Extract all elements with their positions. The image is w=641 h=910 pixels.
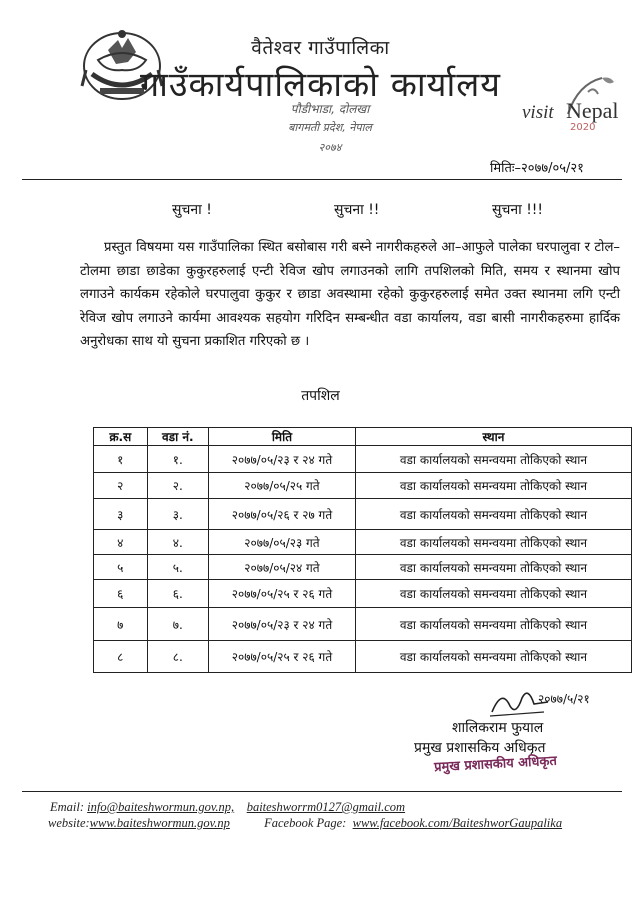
notice-word-2: सुचना !!	[334, 202, 380, 218]
seal-line-3: २०७४	[318, 141, 342, 154]
seal-line-1: पौडीभाडा, दोलखा	[290, 102, 370, 116]
col-header-date: मिति	[209, 428, 356, 446]
municipality-name: वैतेश्वर गाउँपालिका	[251, 37, 390, 59]
visit-nepal-logo	[522, 74, 634, 144]
table-row	[94, 473, 632, 499]
cell-serial: २	[94, 473, 148, 499]
cell-serial: ४	[94, 530, 148, 555]
table-row	[94, 608, 632, 641]
email-link-1[interactable]: info@baiteshwormun.gov.np,	[87, 800, 235, 814]
cell-date: २०७७/०५/२५ र २६ गते	[209, 580, 356, 608]
seal-line-2: बागमती प्रदेश, नेपाल	[288, 121, 372, 134]
col-header-ward: वडा नं.	[147, 428, 208, 446]
year-text: 2020	[570, 122, 596, 133]
table-row	[94, 555, 632, 580]
cell-date: २०७७/०५/२५ गते	[209, 473, 356, 499]
signer-title: प्रमुख प्रशासकिय अधिकृत	[414, 740, 546, 756]
cell-ward: ८.	[147, 641, 208, 673]
cell-serial: ७	[94, 608, 148, 641]
cell-ward: ३.	[147, 499, 208, 530]
notice-paragraph: प्रस्तुत विषयमा यस गाउँपालिका स्थित बसोबास गरी बस्ने नागरीकहरुले आ–आफुले पालेका घरपालुवा र टोल–टोलमा छाडा छाडेका कुकुरहरुलाई एन्टी रेविज खोप लगाउनको लागि तपशिलको मिति, समय र स्थानमा खोप लगाउने कार्यकम रहेकोले घरपालुवा कुकुर र छाडा अवस्थामा रहेको कुकुरहरुलाई समेत उक्त स्थानमा लगि एन्टी रेविज खोप लगाउने कार्यमा आवश्यक सहयोग गरिदिन सम्बन्धीत वडा कार्यालय, वडा बासी नागरीकहरुमा हार्दिक अनुरोधका साथ यो सुचना प्रकाशित गरिएको छ ।	[80, 240, 620, 350]
cell-date: २०७७/०५/२३ गते	[209, 530, 356, 555]
cell-ward: ७.	[147, 608, 208, 641]
table-row	[94, 446, 632, 473]
notice-word-3: सुचना !!!	[492, 202, 544, 218]
cell-date: २०७७/०५/२६ र २७ गते	[209, 499, 356, 530]
cell-serial: ८	[94, 641, 148, 673]
table-row	[94, 499, 632, 530]
nepal-text: Nepal	[566, 98, 619, 123]
cell-ward: ५.	[147, 555, 208, 580]
footer-divider	[22, 791, 622, 792]
office-title: गाउँकार्यपालिकाको कार्यालय	[139, 65, 502, 105]
facebook-label: Facebook Page:	[264, 816, 347, 830]
table-row	[94, 641, 632, 673]
cell-place: वडा कार्यालयको समन्वयमा तोकिएको स्थान	[355, 608, 631, 641]
footer-web-line	[48, 816, 562, 831]
cell-ward: ६.	[147, 580, 208, 608]
cell-place: वडा कार्यालयको समन्वयमा तोकिएको स्थान	[355, 641, 631, 673]
col-header-place: स्थान	[355, 428, 631, 446]
cell-place: वडा कार्यालयको समन्वयमा तोकिएको स्थान	[355, 530, 631, 555]
cell-date: २०७७/०५/२४ गते	[209, 555, 356, 580]
signer-name: शालिकराम फुयाल	[452, 720, 544, 736]
footer-email-line	[50, 800, 405, 815]
office-seal	[255, 98, 405, 164]
cell-date: २०७७/०५/२३ र २४ गते	[209, 446, 356, 473]
email-link-2[interactable]: baiteshworrm0127@gmail.com	[246, 800, 406, 814]
cell-ward: २.	[147, 473, 208, 499]
cell-ward: १.	[147, 446, 208, 473]
cell-place: वडा कार्यालयको समन्वयमा तोकिएको स्थान	[355, 473, 631, 499]
official-stamp: प्रमुख प्रशासकीय अधिकृत	[433, 753, 558, 776]
cell-date: २०७७/०५/२५ र २६ गते	[209, 641, 356, 673]
signature-scribble	[488, 682, 598, 722]
date: मितिः–२०७७/०५/२१	[490, 161, 584, 176]
visit-text: visit	[522, 102, 554, 123]
cell-serial: ६	[94, 580, 148, 608]
col-header-serial: क्र.स	[94, 428, 148, 446]
notice-word-1: सुचना !	[172, 202, 212, 218]
website-link[interactable]: www.baiteshwormun.gov.np	[89, 816, 230, 830]
cell-place: वडा कार्यालयको समन्वयमा तोकिएको स्थान	[355, 446, 631, 473]
cell-place: वडा कार्यालयको समन्वयमा तोकिएको स्थान	[355, 499, 631, 530]
cell-place: वडा कार्यालयको समन्वयमा तोकिएको स्थान	[355, 580, 631, 608]
table-row	[94, 580, 632, 608]
email-label: Email:	[50, 800, 85, 814]
table-row	[94, 530, 632, 555]
facebook-link[interactable]: www.facebook.com/BaiteshworGaupalika	[352, 816, 563, 830]
table-header-row	[94, 428, 632, 446]
header-divider	[22, 179, 622, 180]
cell-serial: ५	[94, 555, 148, 580]
schedule-table	[93, 427, 632, 673]
cell-serial: ३	[94, 499, 148, 530]
cell-place: वडा कार्यालयको समन्वयमा तोकिएको स्थान	[355, 555, 631, 580]
schedule-title: तपशिल	[301, 388, 340, 404]
signature-date: २०७७/५/२१	[538, 692, 590, 706]
cell-serial: १	[94, 446, 148, 473]
cell-ward: ४.	[147, 530, 208, 555]
website-label: website:	[48, 816, 90, 830]
cell-date: २०७७/०५/२३ र २४ गते	[209, 608, 356, 641]
